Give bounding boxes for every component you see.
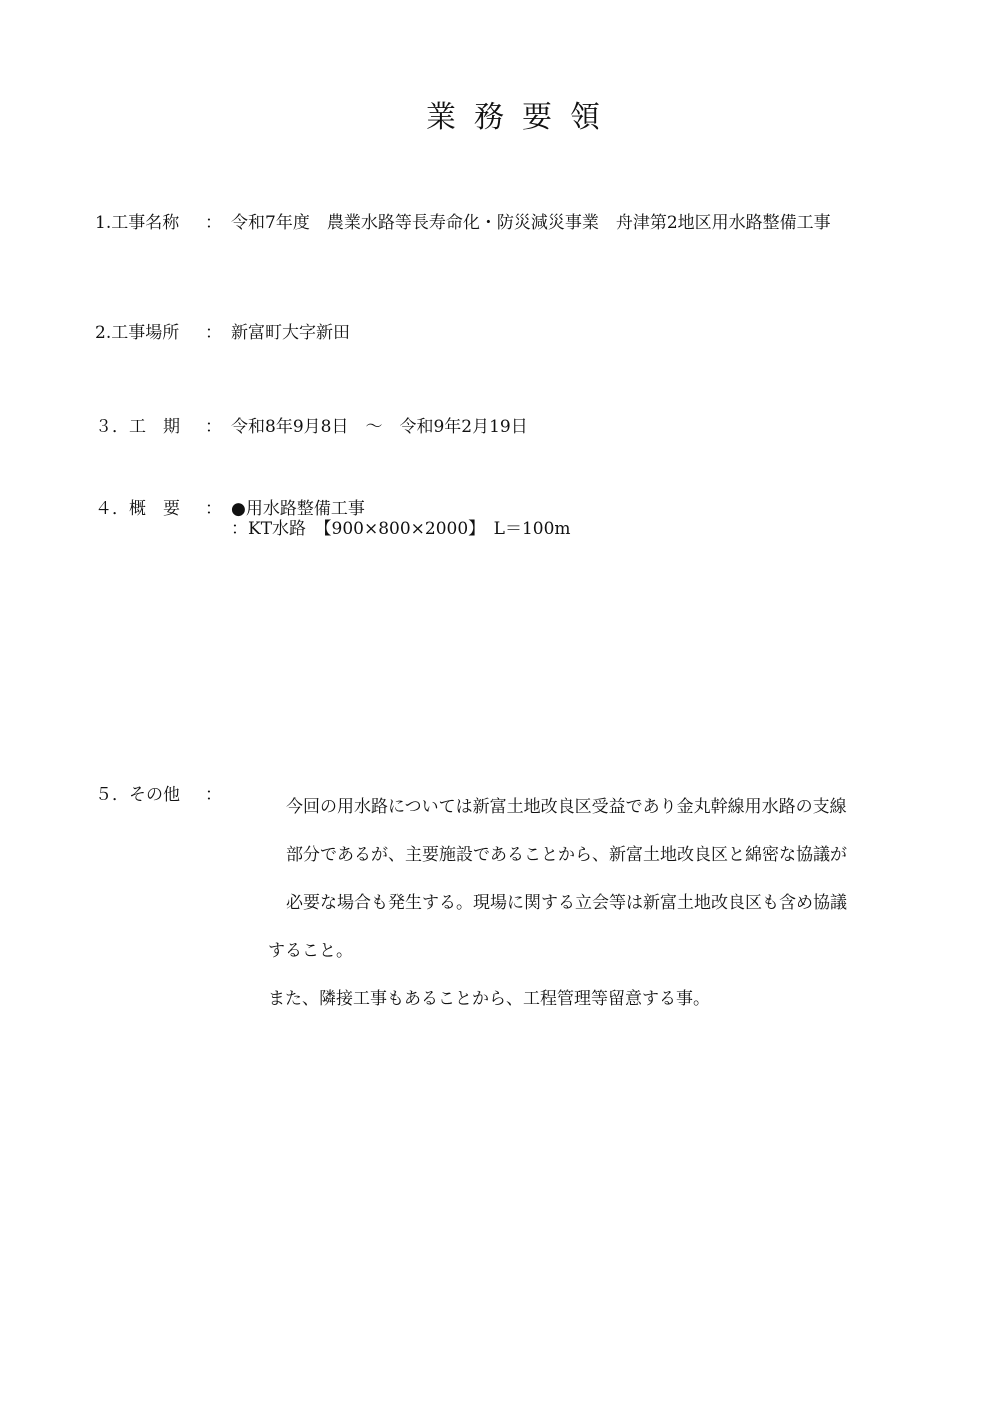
other-text-line: 今回の用水路については新富土地改良区受益であり金丸幹線用水路の支線 [286, 797, 847, 817]
construction-name-colon: ： [205, 213, 222, 233]
construction-name-label: 1.工事名称 [95, 213, 180, 233]
construction-site-value: 新富町大字新田 [231, 323, 350, 343]
overview-label: ４．概 要 [95, 499, 180, 519]
other-colon: ： [205, 785, 222, 805]
overview-colon: ： [205, 499, 222, 519]
construction-site-colon: ： [205, 323, 222, 343]
construction-name-value: 令和7年度 農業水路等長寿命化・防災減災事業 舟津第2地区用水路整備工事 [231, 213, 831, 233]
other-text-line: 必要な場合も発生する。現場に関する立会等は新富土地改良区も含め協議 [286, 893, 847, 913]
other-text-line: すること。 [268, 941, 353, 961]
overview-line-1: ●用水路整備工事 [231, 499, 365, 519]
construction-site-label: 2.工事場所 [95, 323, 180, 343]
overview-line-2: ：KT水路 【900×800×2000】 L＝100m [231, 519, 571, 539]
other-label: ５．その他 [95, 785, 180, 805]
period-label: ３．工 期 [95, 417, 180, 437]
period-colon: ： [205, 417, 222, 437]
period-value: 令和8年9月8日 ～ 令和9年2月19日 [231, 417, 528, 437]
other-text-line: また、隣接工事もあることから、工程管理等留意する事。 [268, 989, 710, 1009]
document-title: 業務要領 [426, 100, 618, 135]
other-text-line: 部分であるが、主要施設であることから、新富土地改良区と綿密な協議が [286, 845, 847, 865]
